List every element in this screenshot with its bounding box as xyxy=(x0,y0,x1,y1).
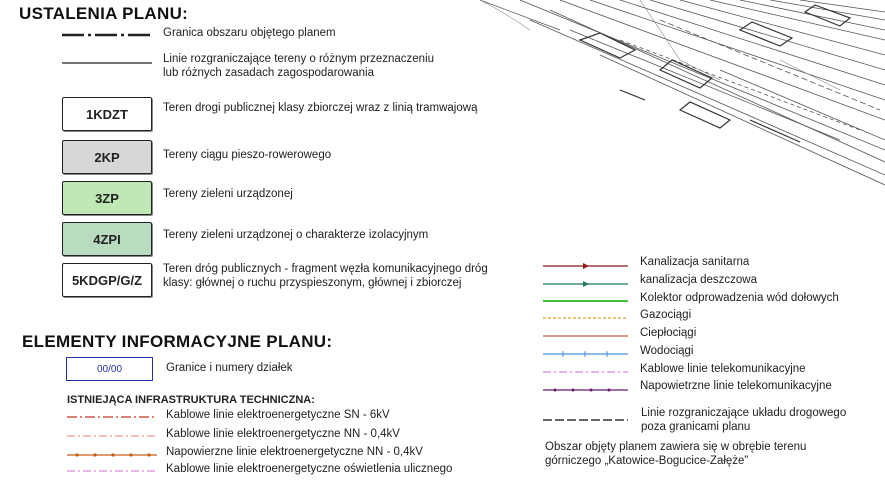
legend-label-road-layout-1: Linie rozgraniczające układu drogowego xyxy=(641,407,847,419)
mining-area-note-2: górniczego „Katowice-Bogucice-Załęże” xyxy=(545,455,749,467)
water-pipeline-symbol xyxy=(543,350,628,358)
section-title-ustalenia: USTALENIA PLANU: xyxy=(19,4,189,23)
legend-label-1kdzt: Teren drogi publicznej klasy zbiorczej wraz z linią tramwajową xyxy=(163,102,478,114)
legend-label-5kdgp-1: Teren dróg publicznych - fragment węzła komunikacyjnego dróg xyxy=(163,263,488,275)
legend-label-4zpi: Tereny zieleni urządzonej o charakterze izolacyjnym xyxy=(163,229,429,241)
legend-label-nn-cable: Kablowe linie elektroenergetyczne NN - 0,4kV xyxy=(166,428,400,440)
legend-label-zoning-lines-1: Linie rozgraniczające tereny o różnym przeznaczeniu xyxy=(163,53,435,65)
legend-label-street-lighting: Kablowe linie elektroenergetyczne oświetlenia ulicznego xyxy=(166,463,453,475)
line-nn-overhead-symbol xyxy=(67,451,157,459)
legend-label-nn-overhead: Napowierzne linie elektroenergetyczne NN - 0,4kV xyxy=(166,446,423,458)
zone-box-5kdgp: 5KDGP/G/Z xyxy=(62,263,152,297)
legend-label-mine-water-collector: Kolektor odprowadzenia wód dołowych xyxy=(640,292,839,304)
gas-pipeline-symbol xyxy=(543,315,628,321)
legend-label-telecom-overhead: Napowietrzne linie telekomunikacyjne xyxy=(640,380,832,392)
legend-label-storm-sewer: kanalizacja deszczowa xyxy=(640,274,757,286)
mining-area-note-1: Obszar objęty planem zawiera się w obrębie terenu xyxy=(545,441,807,453)
storm-sewer-symbol xyxy=(543,280,628,288)
zoning-line-symbol xyxy=(62,61,152,65)
infra-title: ISTNIEJĄCA INFRASTRUKTURA TECHNICZNA: xyxy=(67,394,315,406)
zone-box-4zpi: 4ZPI xyxy=(62,222,152,256)
map-fragment xyxy=(420,0,885,190)
line-nn-cable-symbol xyxy=(67,433,157,439)
line-street-lighting-symbol xyxy=(67,468,157,474)
legend-label-parcels: Granice i numery działek xyxy=(166,362,293,374)
legend-label-plan-boundary: Granica obszaru objętego planem xyxy=(163,27,336,39)
legend-label-2kp: Tereny ciągu pieszo-rowerowego xyxy=(163,149,332,161)
mine-water-collector-symbol xyxy=(543,298,628,304)
zone-box-2kp: 2KP xyxy=(62,140,152,174)
heating-pipeline-symbol xyxy=(543,333,628,339)
legend-label-3zp: Tereny zieleni urządzonej xyxy=(163,188,293,200)
legend-label-heating-pipeline: Ciepłociągi xyxy=(640,327,697,339)
legend-label-sanitary-sewer: Kanalizacja sanitarna xyxy=(640,256,750,268)
zone-box-3zp: 3ZP xyxy=(62,181,152,215)
telecom-cable-symbol xyxy=(543,369,628,375)
plan-boundary-symbol xyxy=(62,32,152,38)
zone-box-1kdzt: 1KDZT xyxy=(62,97,152,131)
line-sn-6kv-symbol xyxy=(67,414,157,420)
legend-label-5kdgp-2: klasy: głównej o ruchu przyspieszonym, głównej i zbiorczej xyxy=(163,277,462,289)
parcel-symbol: 00/00 xyxy=(66,357,153,381)
sanitary-sewer-symbol xyxy=(543,262,628,270)
legend-label-zoning-lines-2: lub różnych zasadach zagospodarowania xyxy=(163,67,374,79)
legend-label-road-layout-2: poza granicami planu xyxy=(641,421,751,433)
legend-label-water-pipeline: Wodociągi xyxy=(640,345,694,357)
legend-label-sn-6kv: Kablowe linie elektroenergetyczne SN - 6kV xyxy=(166,409,390,421)
legend-label-telecom-cable: Kablowe linie telekomunikacyjne xyxy=(640,363,806,375)
telecom-overhead-symbol xyxy=(543,386,628,394)
road-layout-boundary-symbol xyxy=(543,417,628,423)
legend-label-gas-pipeline: Gazociągi xyxy=(640,309,692,321)
section-title-elementy: ELEMENTY INFORMACYJNE PLANU: xyxy=(22,332,333,351)
